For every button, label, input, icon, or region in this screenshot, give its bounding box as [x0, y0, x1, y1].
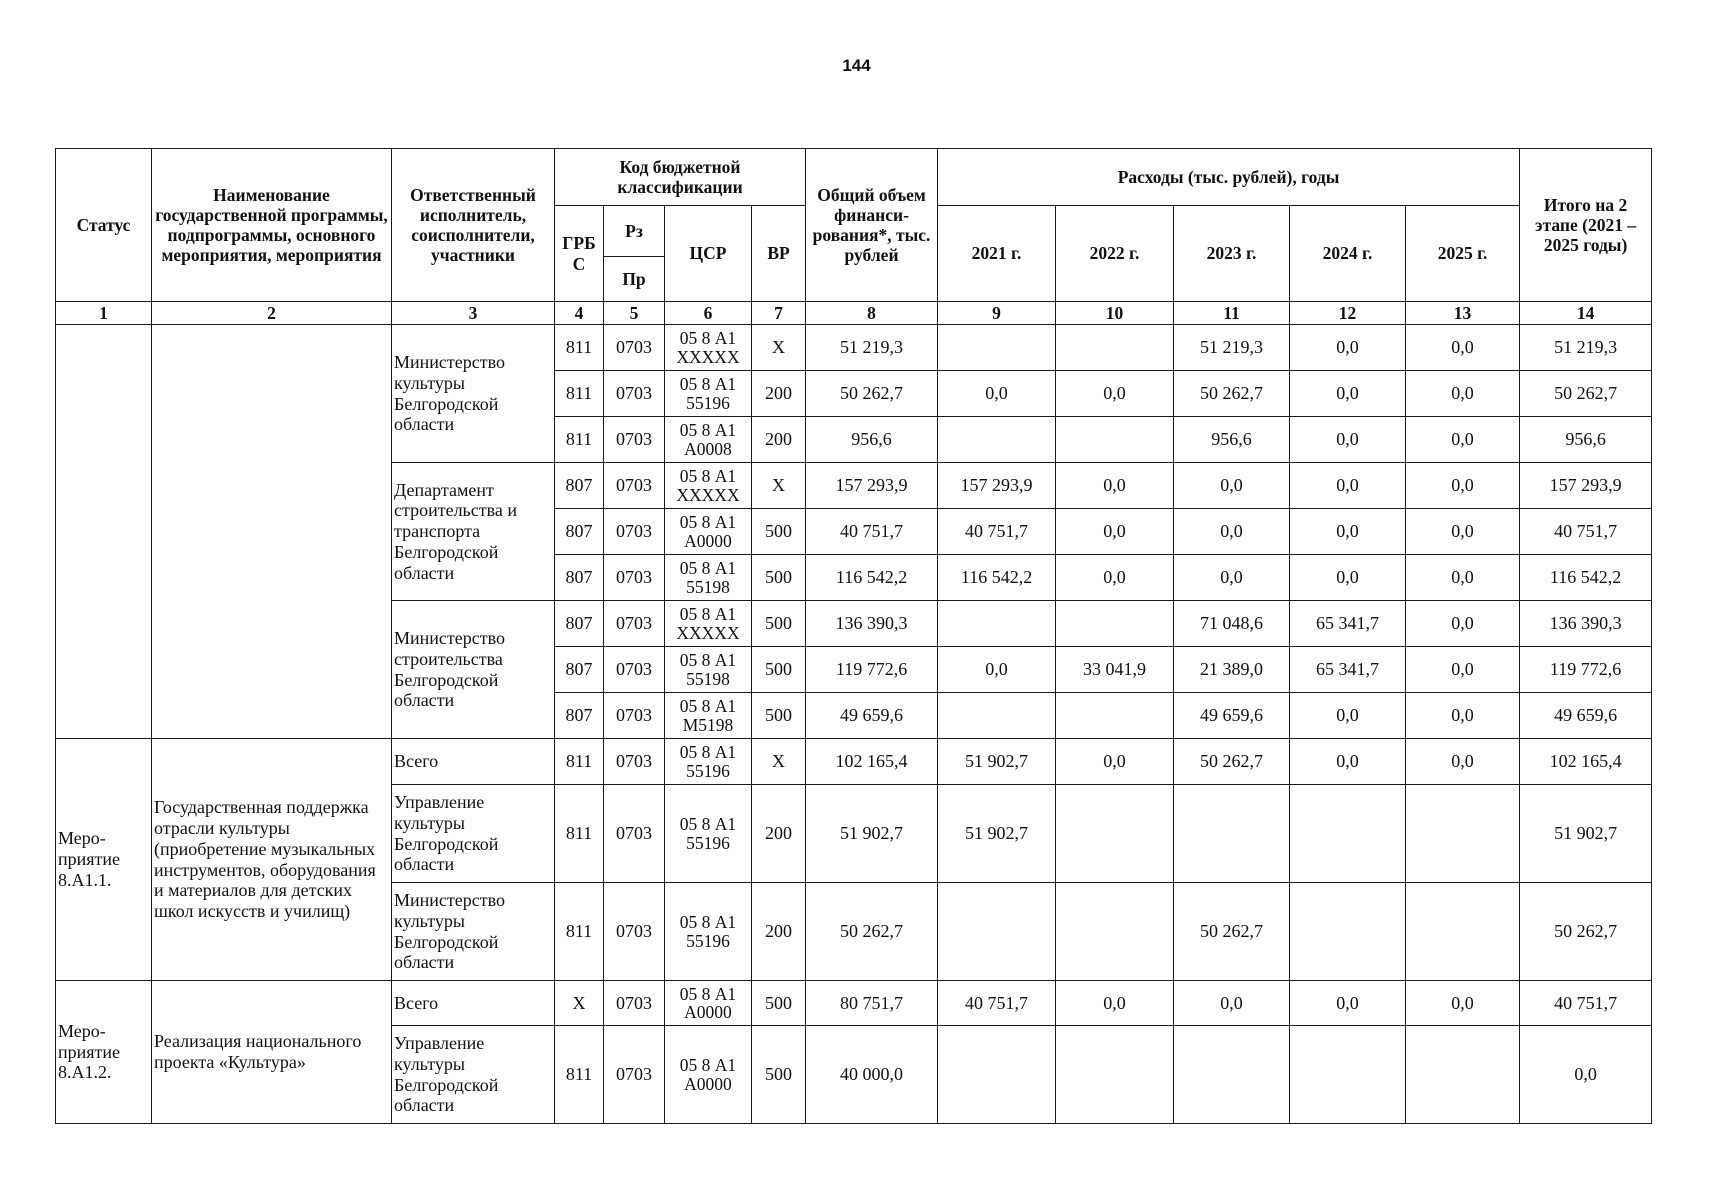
vr-cell: 500	[752, 555, 806, 601]
total-funding-cell: 956,6	[806, 417, 938, 463]
year-2025-cell	[1406, 1026, 1520, 1124]
year-2023-cell: 956,6	[1174, 417, 1290, 463]
executor-cell: Управление культуры Белгородской области	[392, 785, 555, 883]
table-row	[56, 981, 1652, 1026]
column-number: 4	[555, 302, 604, 325]
year-2023-cell: 50 262,7	[1174, 371, 1290, 417]
csr-cell: 05 8 А1 А0008	[665, 417, 752, 463]
year-2021-cell: 40 751,7	[938, 509, 1056, 555]
year-2021-cell: 0,0	[938, 371, 1056, 417]
vr-cell: 500	[752, 509, 806, 555]
grbs-cell: 807	[555, 693, 604, 739]
year-2022-cell: 0,0	[1056, 371, 1174, 417]
year-2025-cell: 0,0	[1406, 555, 1520, 601]
year-2025-cell: 0,0	[1406, 647, 1520, 693]
rz-pr-cell: 0703	[604, 693, 665, 739]
year-2023-cell	[1174, 1026, 1290, 1124]
table-row	[56, 739, 1652, 785]
grbs-cell: 807	[555, 647, 604, 693]
executor-cell: Всего	[392, 739, 555, 785]
rz-pr-cell: 0703	[604, 739, 665, 785]
budget-table	[55, 148, 1652, 1124]
year-2024-cell: 0,0	[1290, 981, 1406, 1026]
header-year-2022: 2022 г.	[1056, 206, 1174, 302]
column-number: 13	[1406, 302, 1520, 325]
csr-cell: 05 8 А1 А0000	[665, 1026, 752, 1124]
year-2024-cell: 0,0	[1290, 325, 1406, 371]
year-2023-cell: 21 389,0	[1174, 647, 1290, 693]
csr-cell: 05 8 А1 А0000	[665, 509, 752, 555]
year-2025-cell: 0,0	[1406, 693, 1520, 739]
grbs-cell: 811	[555, 417, 604, 463]
year-2022-cell	[1056, 325, 1174, 371]
total-funding-cell: 136 390,3	[806, 601, 938, 647]
year-2021-cell: 116 542,2	[938, 555, 1056, 601]
total-funding-cell: 102 165,4	[806, 739, 938, 785]
total-funding-cell: 157 293,9	[806, 463, 938, 509]
stage-total-cell: 116 542,2	[1520, 555, 1652, 601]
grbs-cell: 807	[555, 555, 604, 601]
vr-cell: 200	[752, 785, 806, 883]
column-number: 6	[665, 302, 752, 325]
rz-pr-cell: 0703	[604, 325, 665, 371]
stage-total-cell: 49 659,6	[1520, 693, 1652, 739]
status-cell	[56, 325, 152, 739]
stage-total-cell: 157 293,9	[1520, 463, 1652, 509]
executor-cell: Управление культуры Белгородской области	[392, 1026, 555, 1124]
stage-total-cell: 50 262,7	[1520, 883, 1652, 981]
year-2022-cell	[1056, 601, 1174, 647]
stage-total-cell: 0,0	[1520, 1026, 1652, 1124]
total-funding-cell: 50 262,7	[806, 883, 938, 981]
year-2023-cell: 51 219,3	[1174, 325, 1290, 371]
column-number: 10	[1056, 302, 1174, 325]
column-number: 12	[1290, 302, 1406, 325]
grbs-cell: 811	[555, 1026, 604, 1124]
year-2022-cell: 0,0	[1056, 981, 1174, 1026]
year-2023-cell: 0,0	[1174, 981, 1290, 1026]
year-2023-cell: 49 659,6	[1174, 693, 1290, 739]
status-cell: Меро-приятие 8.А1.2.	[56, 981, 152, 1124]
column-number: 3	[392, 302, 555, 325]
year-2024-cell	[1290, 785, 1406, 883]
stage-total-cell: 40 751,7	[1520, 509, 1652, 555]
table-row	[56, 325, 1652, 371]
budget-table-container	[55, 148, 1651, 1124]
year-2025-cell	[1406, 785, 1520, 883]
rz-pr-cell: 0703	[604, 647, 665, 693]
column-number: 1	[56, 302, 152, 325]
year-2021-cell: 51 902,7	[938, 785, 1056, 883]
year-2025-cell: 0,0	[1406, 463, 1520, 509]
header-executor: Ответственный исполнитель, соисполнители, участники	[392, 149, 555, 302]
year-2024-cell: 0,0	[1290, 417, 1406, 463]
csr-cell: 05 8 А1 ХХХХХ	[665, 463, 752, 509]
stage-total-cell: 50 262,7	[1520, 371, 1652, 417]
grbs-cell: 811	[555, 739, 604, 785]
year-2021-cell: 0,0	[938, 647, 1056, 693]
grbs-cell: 807	[555, 509, 604, 555]
rz-pr-cell: 0703	[604, 463, 665, 509]
year-2025-cell: 0,0	[1406, 325, 1520, 371]
year-2022-cell	[1056, 883, 1174, 981]
year-2025-cell: 0,0	[1406, 981, 1520, 1026]
column-number: 9	[938, 302, 1056, 325]
grbs-cell: 807	[555, 601, 604, 647]
total-funding-cell: 80 751,7	[806, 981, 938, 1026]
stage-total-cell: 51 219,3	[1520, 325, 1652, 371]
rz-pr-cell: 0703	[604, 1026, 665, 1124]
csr-cell: 05 8 А1 55196	[665, 371, 752, 417]
year-2025-cell: 0,0	[1406, 417, 1520, 463]
year-2024-cell: 0,0	[1290, 371, 1406, 417]
header-rz: Рз	[604, 206, 665, 257]
header-year-2021: 2021 г.	[938, 206, 1056, 302]
total-funding-cell: 49 659,6	[806, 693, 938, 739]
year-2022-cell	[1056, 417, 1174, 463]
program-name-cell	[152, 325, 392, 739]
vr-cell: 500	[752, 981, 806, 1026]
header-total-funding: Общий объем финанси-рования*, тыс. рублей	[806, 149, 938, 302]
year-2025-cell	[1406, 883, 1520, 981]
year-2021-cell: 157 293,9	[938, 463, 1056, 509]
stage-total-cell: 102 165,4	[1520, 739, 1652, 785]
year-2024-cell	[1290, 883, 1406, 981]
year-2022-cell	[1056, 1026, 1174, 1124]
status-cell: Меро-приятие 8.А1.1.	[56, 739, 152, 981]
rz-pr-cell: 0703	[604, 509, 665, 555]
year-2025-cell: 0,0	[1406, 739, 1520, 785]
vr-cell: 500	[752, 693, 806, 739]
vr-cell: Х	[752, 325, 806, 371]
csr-cell: 05 8 А1 А0000	[665, 981, 752, 1026]
year-2021-cell	[938, 417, 1056, 463]
column-number: 7	[752, 302, 806, 325]
year-2022-cell: 0,0	[1056, 463, 1174, 509]
header-vr: ВР	[752, 206, 806, 302]
header-expenses: Расходы (тыс. рублей), годы	[938, 149, 1520, 206]
column-number: 5	[604, 302, 665, 325]
year-2022-cell: 33 041,9	[1056, 647, 1174, 693]
year-2023-cell: 50 262,7	[1174, 739, 1290, 785]
vr-cell: 500	[752, 601, 806, 647]
table-header	[56, 149, 1652, 325]
total-funding-cell: 119 772,6	[806, 647, 938, 693]
header-csr: ЦСР	[665, 206, 752, 302]
total-funding-cell: 116 542,2	[806, 555, 938, 601]
year-2024-cell: 65 341,7	[1290, 601, 1406, 647]
executor-cell: Всего	[392, 981, 555, 1026]
rz-pr-cell: 0703	[604, 883, 665, 981]
vr-cell: 200	[752, 371, 806, 417]
rz-pr-cell: 0703	[604, 417, 665, 463]
year-2021-cell: 51 902,7	[938, 739, 1056, 785]
csr-cell: 05 8 А1 М5198	[665, 693, 752, 739]
program-name-cell: Государственная поддержка отрасли культуры (приобретение музыкальных инструментов, оборудования и материалов для детских школ искусств и училищ)	[152, 739, 392, 981]
header-year-2025: 2025 г.	[1406, 206, 1520, 302]
year-2023-cell: 0,0	[1174, 555, 1290, 601]
total-funding-cell: 40 000,0	[806, 1026, 938, 1124]
header-stage-total: Итого на 2 этапе (2021 – 2025 годы)	[1520, 149, 1652, 302]
year-2024-cell	[1290, 1026, 1406, 1124]
year-2023-cell: 50 262,7	[1174, 883, 1290, 981]
column-number: 11	[1174, 302, 1290, 325]
grbs-cell: 807	[555, 463, 604, 509]
grbs-cell: 811	[555, 325, 604, 371]
vr-cell: 200	[752, 417, 806, 463]
total-funding-cell: 50 262,7	[806, 371, 938, 417]
total-funding-cell: 51 902,7	[806, 785, 938, 883]
header-status: Статус	[56, 149, 152, 302]
year-2022-cell	[1056, 785, 1174, 883]
column-number: 2	[152, 302, 392, 325]
year-2023-cell: 0,0	[1174, 509, 1290, 555]
year-2024-cell: 0,0	[1290, 739, 1406, 785]
table-body	[56, 325, 1652, 1124]
year-2024-cell: 0,0	[1290, 555, 1406, 601]
rz-pr-cell: 0703	[604, 601, 665, 647]
csr-cell: 05 8 А1 55196	[665, 785, 752, 883]
year-2021-cell: 40 751,7	[938, 981, 1056, 1026]
year-2025-cell: 0,0	[1406, 601, 1520, 647]
rz-pr-cell: 0703	[604, 785, 665, 883]
header-pr: Пр	[604, 257, 665, 302]
vr-cell: 500	[752, 1026, 806, 1124]
year-2024-cell: 0,0	[1290, 463, 1406, 509]
year-2021-cell	[938, 325, 1056, 371]
grbs-cell: 811	[555, 883, 604, 981]
header-grbs: ГРБ С	[555, 206, 604, 302]
executor-cell: Министерство культуры Белгородской области	[392, 325, 555, 463]
year-2023-cell: 0,0	[1174, 463, 1290, 509]
stage-total-cell: 119 772,6	[1520, 647, 1652, 693]
rz-pr-cell: 0703	[604, 555, 665, 601]
stage-total-cell: 40 751,7	[1520, 981, 1652, 1026]
year-2022-cell: 0,0	[1056, 555, 1174, 601]
rz-pr-cell: 0703	[604, 371, 665, 417]
column-number: 8	[806, 302, 938, 325]
year-2024-cell: 0,0	[1290, 509, 1406, 555]
year-2021-cell	[938, 1026, 1056, 1124]
program-name-cell: Реализация национального проекта «Культура»	[152, 981, 392, 1124]
rz-pr-cell: 0703	[604, 981, 665, 1026]
column-number-row	[56, 302, 1652, 325]
csr-cell: 05 8 А1 55196	[665, 739, 752, 785]
total-funding-cell: 40 751,7	[806, 509, 938, 555]
year-2023-cell: 71 048,6	[1174, 601, 1290, 647]
header-year-2024: 2024 г.	[1290, 206, 1406, 302]
year-2025-cell: 0,0	[1406, 371, 1520, 417]
year-2022-cell: 0,0	[1056, 739, 1174, 785]
csr-cell: 05 8 А1 55196	[665, 883, 752, 981]
csr-cell: 05 8 А1 ХХХХХ	[665, 601, 752, 647]
total-funding-cell: 51 219,3	[806, 325, 938, 371]
grbs-cell: 811	[555, 785, 604, 883]
vr-cell: 200	[752, 883, 806, 981]
header-budget-code: Код бюджетной классификации	[555, 149, 806, 206]
grbs-cell: Х	[555, 981, 604, 1026]
column-number: 14	[1520, 302, 1652, 325]
executor-cell: Департамент строительства и транспорта Белгородской области	[392, 463, 555, 601]
page-number: 144	[842, 56, 871, 75]
year-2024-cell: 65 341,7	[1290, 647, 1406, 693]
year-2023-cell	[1174, 785, 1290, 883]
year-2021-cell	[938, 693, 1056, 739]
year-2021-cell	[938, 601, 1056, 647]
vr-cell: Х	[752, 463, 806, 509]
year-2022-cell	[1056, 693, 1174, 739]
year-2021-cell	[938, 883, 1056, 981]
year-2022-cell: 0,0	[1056, 509, 1174, 555]
year-2024-cell: 0,0	[1290, 693, 1406, 739]
year-2025-cell: 0,0	[1406, 509, 1520, 555]
csr-cell: 05 8 А1 ХХХХХ	[665, 325, 752, 371]
stage-total-cell: 956,6	[1520, 417, 1652, 463]
csr-cell: 05 8 А1 55198	[665, 647, 752, 693]
header-year-2023: 2023 г.	[1174, 206, 1290, 302]
vr-cell: Х	[752, 739, 806, 785]
executor-cell: Министерство культуры Белгородской области	[392, 883, 555, 981]
stage-total-cell: 51 902,7	[1520, 785, 1652, 883]
grbs-cell: 811	[555, 371, 604, 417]
executor-cell: Министерство строительства Белгородской области	[392, 601, 555, 739]
vr-cell: 500	[752, 647, 806, 693]
csr-cell: 05 8 А1 55198	[665, 555, 752, 601]
stage-total-cell: 136 390,3	[1520, 601, 1652, 647]
header-program-name: Наименование государственной программы, подпрограммы, основного мероприятия, мероприятия	[152, 149, 392, 302]
